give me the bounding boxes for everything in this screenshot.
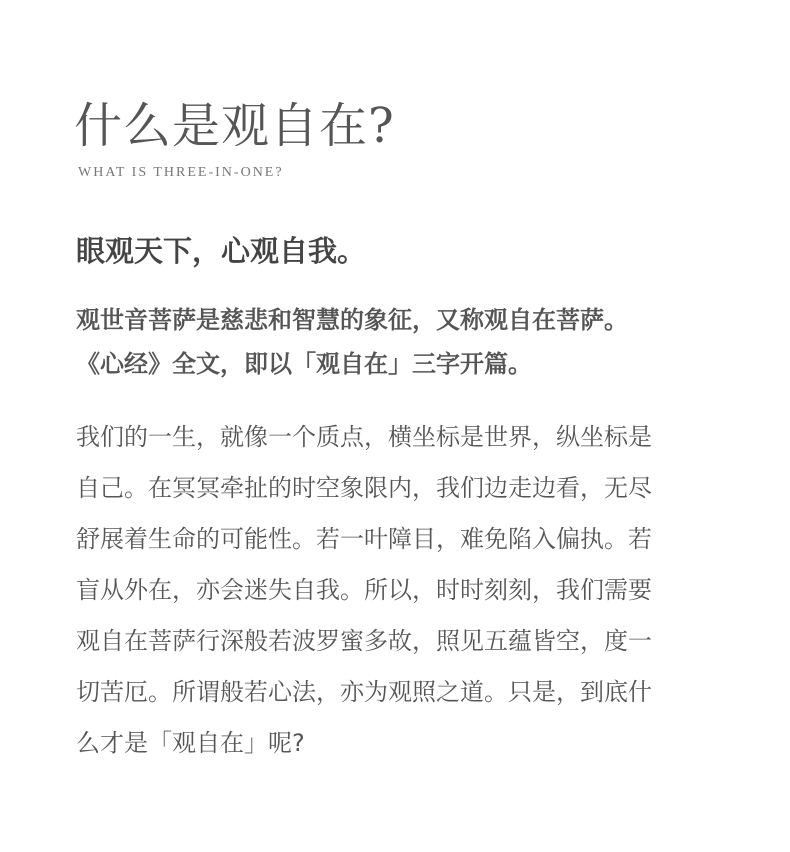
page-title: 什么是观自在? (74, 98, 395, 154)
intro-line: 观世音菩萨是慈悲和智慧的象征，又称观自在菩萨。 (76, 306, 628, 334)
body-line: 切苦厄。所谓般若心法，亦为观照之道。只是，到底什 (76, 678, 652, 706)
body-line: 盲从外在，亦会迷失自我。所以，时时刻刻，我们需要 (76, 576, 652, 604)
intro-line: 《心经》全文，即以「观自在」三字开篇。 (76, 350, 532, 378)
body-line: 自己。在冥冥牵扯的时空象限内，我们边走边看，无尽 (76, 474, 652, 502)
section-heading: 眼观天下，心观自我。 (76, 234, 367, 268)
body-line: 舒展着生命的可能性。若一叶障目，难免陷入偏执。若 (76, 525, 652, 553)
body-line: 么才是「观自在」呢? (76, 729, 305, 757)
body-paragraph (76, 412, 736, 769)
body-line: 我们的一生，就像一个质点，横坐标是世界，纵坐标是 (76, 423, 652, 451)
intro-paragraph (76, 298, 726, 386)
page-subtitle: WHAT IS THREE-IN-ONE? (78, 165, 284, 180)
body-line: 观自在菩萨行深般若波罗蜜多故，照见五蕴皆空，度一 (76, 627, 652, 655)
